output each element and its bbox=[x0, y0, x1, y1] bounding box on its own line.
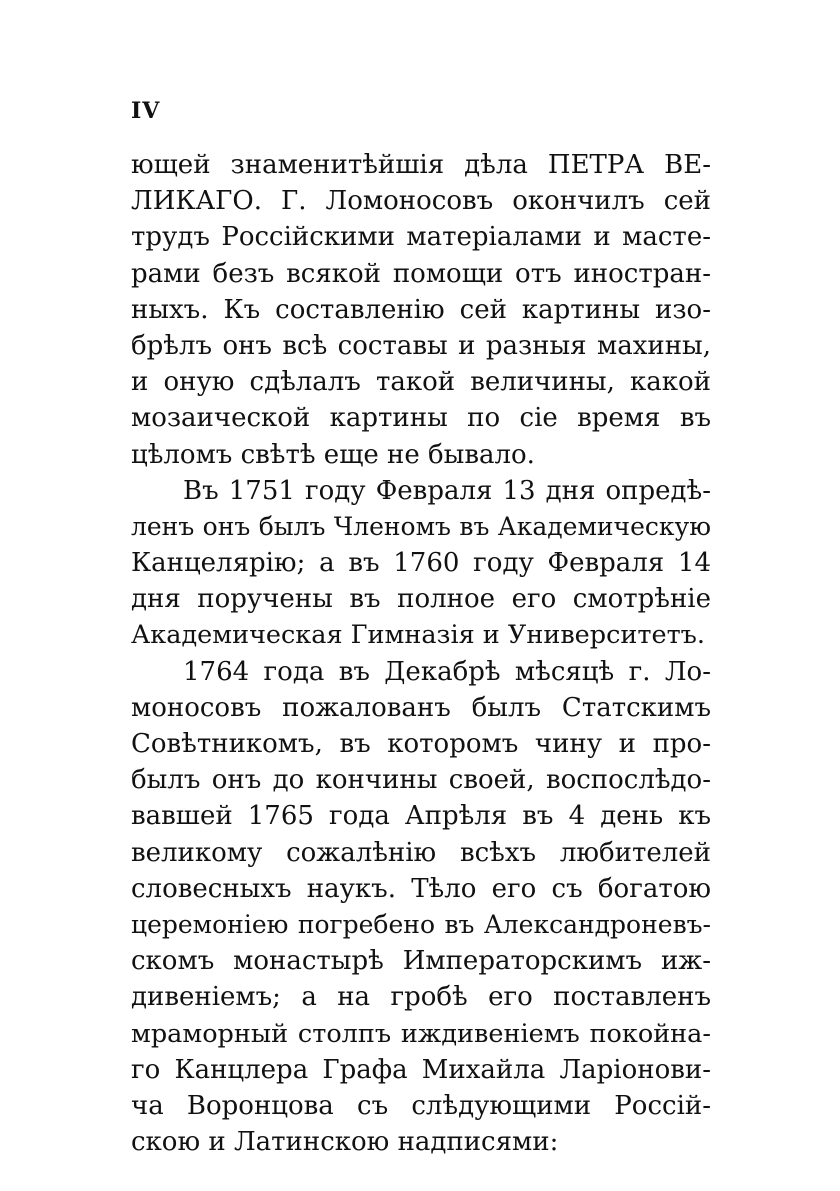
text-line: былъ онъ до кончины своей, воспослѣдо- bbox=[131, 765, 711, 796]
text-line: великому сожалѣнію всѣхъ любителей bbox=[131, 837, 711, 868]
text-line: ющей знаменитѣйшія дѣла ПЕТРА ВЕ- bbox=[131, 150, 711, 180]
text-line: вавшей 1765 года Апрѣля въ 4 день къ bbox=[131, 801, 711, 832]
text-line: мраморный столпъ иждивеніемъ покойна- bbox=[131, 1018, 711, 1049]
text-line: рами безъ всякой помощи отъ иностран- bbox=[131, 258, 711, 289]
text-line: словесныхъ наукъ. Тѣло его съ богатою bbox=[131, 873, 711, 904]
text-line: Канцелярію; а въ 1760 году Февраля 14 bbox=[131, 548, 711, 579]
text-line: ча Воронцова съ слѣдующими Россій- bbox=[131, 1090, 711, 1121]
body-text bbox=[131, 147, 711, 1160]
text-line: моносовъ пожалованъ былъ Статскимъ bbox=[131, 692, 711, 723]
text-line: брѣлъ онъ всѣ составы и разныя махины, bbox=[131, 330, 711, 361]
text-line: Въ 1751 году Февраля 13 дня опредѣ- bbox=[183, 475, 711, 506]
text-line: и оную сдѣлалъ такой величины, какой bbox=[131, 367, 711, 398]
text-line: скомъ монастырѣ Императорскимъ иж- bbox=[131, 946, 711, 977]
text-line: ленъ онъ былъ Членомъ въ Академическую bbox=[131, 511, 711, 541]
text-line: скою и Латинскою надписями: bbox=[131, 1127, 559, 1158]
text-line: трудъ Россійскими матеріалами и масте- bbox=[131, 222, 711, 253]
text-line: ЛИКАГО. Г. Ломоносовъ окончилъ сей bbox=[131, 186, 711, 217]
text-line: цѣломъ свѣтѣ еще не бывало. bbox=[131, 439, 535, 470]
text-line: Академическая Гимназія и Университетъ. bbox=[131, 620, 706, 651]
text-line: мозаической картины по сіе время въ bbox=[131, 403, 711, 434]
text-line: го Канцлера Графа Михайла Ларіонови- bbox=[131, 1054, 711, 1085]
page-number: IV bbox=[131, 98, 161, 124]
text-line: дивеніемъ; а на гробѣ его поставленъ bbox=[131, 982, 711, 1013]
text-line: ныхъ. Къ составленію сей картины изо- bbox=[131, 294, 711, 325]
text-line: церемоніею погребено въ Александроневъ- bbox=[131, 909, 711, 939]
text-line: 1764 года въ Декабрѣ мѣсяцѣ г. Ло- bbox=[183, 656, 711, 687]
text-line: Совѣтникомъ, въ которомъ чину и про- bbox=[131, 729, 711, 759]
text-line: дня поручены въ полное его смотрѣніе bbox=[131, 584, 711, 615]
